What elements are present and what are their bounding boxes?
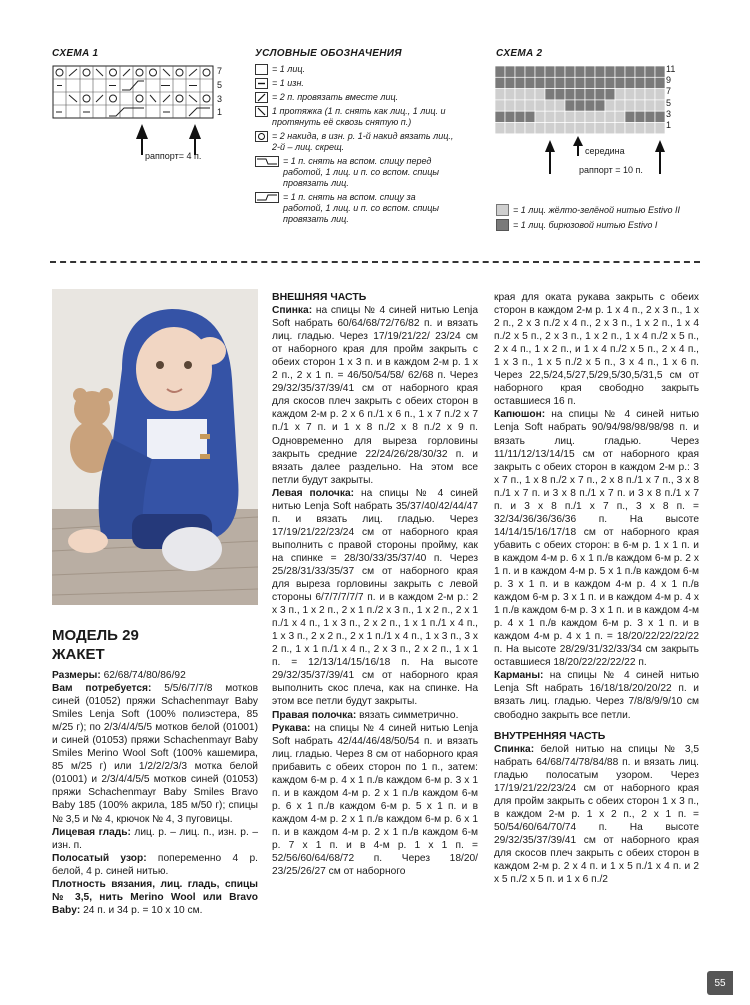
schema2-cell <box>515 100 525 111</box>
legend <box>255 48 455 228</box>
schema2-cell <box>585 89 595 100</box>
schema2-cell <box>645 89 655 100</box>
schema2-cell <box>645 111 655 122</box>
schema2-cell <box>545 111 555 122</box>
schema2-cell <box>555 89 565 100</box>
schema2-cell <box>565 123 575 134</box>
legend-cross-back: = 1 п. снять на вспом. спицу за работой, 1 лиц. и п. со вспом. спицы провязать лиц. <box>255 192 455 225</box>
schema2-cell <box>535 100 545 111</box>
schema2-cell <box>625 66 635 77</box>
schema2-cell <box>605 111 615 122</box>
schema1-row-5: 5 <box>217 80 223 90</box>
schema2-cell <box>565 89 575 100</box>
schema2-cell <box>595 77 605 88</box>
schema2-cell <box>615 111 625 122</box>
schema2-cell <box>495 111 505 122</box>
baby-photo <box>52 289 258 605</box>
schema2-row-9: 9 <box>666 75 672 85</box>
schema2-cell <box>515 89 525 100</box>
schema2-cell <box>505 89 515 100</box>
schema2-cell <box>555 111 565 122</box>
schema2-cell <box>605 100 615 111</box>
knit-symbol-icon <box>255 64 268 75</box>
schema2-row-3: 3 <box>666 109 672 119</box>
schema2-cell <box>585 66 595 77</box>
schema2-cell <box>625 89 635 100</box>
schema2-cell <box>625 77 635 88</box>
middle-arrow-stem <box>577 146 579 156</box>
schema2-cell <box>655 111 665 122</box>
schema2-cell <box>655 123 665 134</box>
schema1-title: СХЕМА 1 <box>52 48 99 59</box>
schema2-cell <box>575 89 585 100</box>
schema2-cell <box>545 66 555 77</box>
schema2-cell <box>515 111 525 122</box>
legend-ssk: 1 протяжка (1 п. снять как лиц., 1 лиц. и протянуть её сквозь снятую п.) <box>255 106 455 128</box>
schema2-cell <box>645 77 655 88</box>
model-title: МОДЕЛЬ 29 ЖАКЕТ <box>52 627 139 663</box>
schema2-cell <box>625 100 635 111</box>
yarn-over-symbol-icon <box>255 131 268 142</box>
schema2-cell <box>535 89 545 100</box>
schema2-cell <box>495 89 505 100</box>
schema2-cell <box>505 100 515 111</box>
schema2-cell <box>495 100 505 111</box>
schema2-cell <box>605 123 615 134</box>
schema2-cell <box>615 100 625 111</box>
schema2-cell <box>535 66 545 77</box>
schema2-cell <box>505 77 515 88</box>
schema2-cell <box>575 111 585 122</box>
cross-front-symbol-icon <box>255 156 279 167</box>
schema2-cell <box>575 123 585 134</box>
schema2-cell <box>555 100 565 111</box>
schema2-cell <box>505 123 515 134</box>
outer-part-continued-column: края для оката рукава закрыть с обеих сторон в каждом 2-м р. 1 х 4 п., 2 х 3 п., 1 х 2 п., 2 х 3 п./2 х 4 п., 2 х 3 п., 1 х 2 п., 1 х 4 п./2 х 5 п., 2 х 3 п., 1 х 2 п., 1 х 4 п./2 х 5 п., 2 х 4 п., 1 х 2 п., и 1 х 4 п./2 х 5 п., 2 х 4 п., 1 х 3 п., 1 х 5 п./2 х 5 п., 3 х 4 п., 1 х 6 п. Через 22,5/24,5/27,5/29,5/30,5/31,5 см от наборного края свободно закрыть оставшиеся 16 п. Капюшон: на спицы № 4 синей нитью Lenja Soft набрать 90/94/98/98/98/98 п. и вязать лиц. гладью. Через 11/11/12/13/14/15 см от наборного края закрыть с обеих сторон в каждом 2-м р.: 3 х 7 п., 1 х 8 п./2 х 7 п., 2 х 8 п./1 х 7 п., 3 х 8 п./1 х 7 п. и 3 х 8 п./1 х 7 п. и 3 х 8 п./1 х 7 п. и 3 х 8 п./1 х 7 п., 3 х 8 п. = 32/34/36/36/36/36 п. На высоте 14/14/15/16/17/18 см от наборного края убавить с обеих сторон: в 6-м р. 1 х 1 п. и в каждом 4-м р. 6 х 1 п./в каждом 6-м р. 2 х 1 п. и в каждом 4-м р. 5 х 1 п./в каждом 6-м р. 3 х 1 п. и в каждом 4-м р. 4 х 1 п./в каждом 6-м р. 3 х 1 п. и в каждом 4-м р. 4 х 1 п./в каждом 6-м р. 3 х 1 п. и в каждом 4-м р. 4 х 1 п./в каждом 6-м р. 3 х 1 п. и в каждом 4-м р. 4 х 1 п. = 18/20/22/22/22/22 п. На высоте 28/29/31/32/33/34 см закрыть оставшиеся 18/20/22/22/22/22 п. Карманы: на спицы № 4 синей нитью Lenja Sft набрать 16/18/18/20/20/22 п. и вязать лиц. гладью. Через 7/8/8/9/9/10 см свободно закрыть все петли. ВНУТРЕННЯЯ ЧАСТЬ Спинка: белой нитью на спицы № 3,5 набрать 64/68/74/78/84/88 п. и вязать лиц. гладью полосатым узором. Через 17/19/21/22/23/24 см от наборного края для пройм закрыть с обеих сторон 1 х 3 п., в каждом 2-м р. 1 х 2 п., 2 х 1 п. = 50/54/60/64/70/74 п. На высоте 29/32/35/37/39/41 см от наборного края для скосов плеч закрыть с обеих сторон в каждом 2-м р. 2 х 4 п. и 1 х 5 п./1 х 4 п. и 2 х 5 п./2 х 5 п. и 1 х 6 п./2 <box>494 292 699 886</box>
schema2-middle: середина <box>585 146 625 156</box>
schema2-cell <box>655 77 665 88</box>
light-swatch-icon <box>496 204 509 216</box>
schema2-cell <box>635 100 645 111</box>
schema2-cell <box>585 111 595 122</box>
schema2-cell <box>525 111 535 122</box>
schema1-row-7: 7 <box>217 66 223 76</box>
schema2-cell <box>495 123 505 134</box>
schema2-cell <box>515 66 525 77</box>
schema2-cell <box>575 100 585 111</box>
schema2-cell <box>545 89 555 100</box>
schema2-cell <box>535 123 545 134</box>
schema2-cell <box>525 89 535 100</box>
legend-k2tog: = 2 п. провязать вместе лиц. <box>255 92 455 103</box>
legend-knit: = 1 лиц. <box>255 64 455 75</box>
schema2-cell <box>565 100 575 111</box>
schema2-cell <box>595 89 605 100</box>
schema2-cell <box>545 100 555 111</box>
schema2-row-11: 11 <box>666 64 676 74</box>
schema2-cell <box>525 77 535 88</box>
schema2-cell <box>645 100 655 111</box>
schema2-cell <box>505 66 515 77</box>
schema2-cell <box>635 111 645 122</box>
schema2-cell <box>635 89 645 100</box>
schema1-row-3: 3 <box>217 94 223 104</box>
schema2-cell <box>655 66 665 77</box>
schema2-cell <box>545 77 555 88</box>
legend-purl: = 1 изн. <box>255 78 455 89</box>
schema2-cell <box>645 66 655 77</box>
schema1-rapport: раппорт= 4 п. <box>145 151 202 161</box>
left-arrow-icon <box>545 140 555 152</box>
dark-swatch-icon <box>496 219 509 231</box>
schema2-cell <box>585 77 595 88</box>
schema2-cell <box>505 111 515 122</box>
schema2-cell <box>545 123 555 134</box>
schema2-cell <box>585 100 595 111</box>
cross-back-symbol-icon <box>255 192 279 203</box>
schema2-cell <box>555 77 565 88</box>
schema2-cell <box>655 100 665 111</box>
schema2-cell <box>595 66 605 77</box>
schema2-cell <box>615 89 625 100</box>
schema2-cell <box>605 89 615 100</box>
purl-symbol-icon <box>255 78 268 89</box>
schema2-cell <box>625 111 635 122</box>
ssk-symbol-icon <box>255 106 268 117</box>
schema2-cell <box>635 123 645 134</box>
schema2-cell <box>565 77 575 88</box>
schema2-cell <box>595 123 605 134</box>
schema2-cell <box>635 66 645 77</box>
schema2-cell <box>525 123 535 134</box>
schema2-cell <box>615 123 625 134</box>
schema2-cell <box>535 111 545 122</box>
schema2-cell <box>495 66 505 77</box>
left-arrow-stem <box>549 152 551 174</box>
schema2-cell <box>565 66 575 77</box>
middle-arrow-icon <box>573 136 583 146</box>
schema2-cell <box>595 111 605 122</box>
schema2-cell <box>495 77 505 88</box>
schema2-cell <box>625 123 635 134</box>
legend-yo: = 2 накида, в изн. р. 1-й накид вязать лиц., 2-й – лиц. скрещ. <box>255 131 455 153</box>
materials-column: Размеры: 62/68/74/80/86/92 Вам потребуется: 5/5/6/7/7/8 мотков синей (01052) пряжи Schachenmayr Baby Smiles Lenja Soft (100% полиэстера, 85 м/25 г); по 2/3/4/4/5/5 мотков белой (01001) и синей (01053) пряжи Schachenmayr Baby Smiles Merino Wool Soft (100% кашемира, 85 м/25 г) или 1/2/2/2/3/3 мотка белой (01001) и 2/3/4/4/5/5 мотков синей (01053) пряжи Schachenmayr Baby Smiles Bravo Baby 185 (100% акрила, 185 м/50 г); спицы № 3,5 и № 4, крючок № 4, 3 пуговицы. Лицевая гладь: лиц. р. – лиц. п., изн. р. – изн. п. Полосатый узор: попеременно 4 р. белой, 4 р. синей нитью. Плотность вязания, лиц. гладь, спицы № 3,5, нить Merino Wool или Bravo Baby: 24 п. и 34 р. = 10 х 10 см. <box>52 670 259 916</box>
schema2-cell <box>615 77 625 88</box>
outer-part-column: ВНЕШНЯЯ ЧАСТЬ Спинка: на спицы № 4 синей нитью Lenja Soft набрать 60/64/68/72/76/82 п. и вязать лиц. гладью. Через 17/19/21/22/ 23/24 см от наборного края для пройм закрыть с обеих сторон 1 х 3 п. и в каждом 2-м р. 1 х 2 п., 2 х 1 п. = 46/50/54/58/ 62/68 п. Через 29/32/35/37/39/41 см от наборного края для скосов плеч закрыть с обеих сторон в каждом 2-м р. 2 х 6 п./1 х 6 п., 1 х 7 п./2 х 7 п./1 х 7 п. и 1 х 8 п./2 х 8 п./2 х 9 п. Одновременно для выреза горловины закрыть средние 22/24/26/28/30/32 п. и вязать далее раздельно. На этом все петли будут закрыты. Левая полочка: на спицы № 4 синей нитью Lenja Soft набрать 35/37/40/42/44/47 п. и вязать лиц. гладью. Через 17/19/21/22/23/24 см от наборного края выполнить с правой стороны пройму, как на спинке = 28/30/33/35/37/40 п. Через 25/28/31/33/35/37 см от наборного края для выреза горловины закрыть с левой стороны 6/7/7/7/7/7 п. и в каждом 2-м р.: 2 х 3 п., 1 х 2 п., 2 х 1 п./2 х 3 п., 1 х 2 п., 2 х 1 п./1 х 4 п., 1 х 3 п., 2 х 2 п., 1 х 1 п./1 х 4 п., 1 х 3 п., 2 х 2 п., 2 х 1 п./1 х 4 п., 1 х 3 п., 3 х 2 п., 1 х 1 п./1 х 4 п., 2 х 3 п., 2 х 2 п., 1 х 1 п. = 12/13/14/15/16/18 п. На высоте 29/32/35/37/39/41 см от наборного края выполнить скос плеча, как на спинке. На этом все петли будут закрыты. Правая полочка: вязать симметрично. Рукава: на спицы № 4 синей нитью Lenja Soft набрать 42/44/46/48/50/54 п. и вязать лиц. гладью. Через 8 см от наборного края прибавить с обеих сторон по 1 п., затем: каждом 6-м р. 4 х 1 п./в каждом 6-м р. 3 х 1 п. и в каждом 4-м р. 2 х 1 п./в каждом 6-м р. 6 х 1 п./в каждом 6-м р. 5 х 1 п. и в каждом 4-м р. 2 х 1 п./в каждом 6-м р. 6 х 1 п. и в каждом 4-м р. 2 х 1 п./в каждом 6-м р. 7 х 1 п. и в 4-м р. 1 х 1 п. = 52/56/60/64/68/72 п. Через 18/20/ 23/25/26/27 см от наборного <box>272 291 479 878</box>
section-divider <box>50 261 700 263</box>
schema2-legend-light: = 1 лиц. жёлто-зелёной нитью Estivo II <box>496 204 680 216</box>
schema2-cell <box>635 77 645 88</box>
schema2-title: СХЕМА 2 <box>496 48 543 59</box>
schema2-rapport: раппорт = 10 п. <box>579 165 643 175</box>
schema2-cell <box>655 89 665 100</box>
right-arrow-icon <box>655 140 665 152</box>
schema2-cell <box>525 100 535 111</box>
schema2-cell <box>645 123 655 134</box>
schema2-cell <box>555 66 565 77</box>
schema2-cell <box>555 123 565 134</box>
schema2-row-1: 1 <box>666 120 672 130</box>
right-arrow-stem <box>659 152 661 174</box>
schema2-cell <box>525 66 535 77</box>
schema2-cell <box>515 123 525 134</box>
schema2-cell <box>575 66 585 77</box>
schema2-cell <box>595 100 605 111</box>
page-number: 55 <box>707 971 733 995</box>
schema2-cell <box>535 77 545 88</box>
schema2-cell <box>575 77 585 88</box>
schema2-cell <box>605 66 615 77</box>
schema2-cell <box>585 123 595 134</box>
k2tog-symbol-icon <box>255 92 268 103</box>
schema2-cell <box>565 111 575 122</box>
schema2-cell <box>605 77 615 88</box>
schema2-row-7: 7 <box>666 86 672 96</box>
legend-cross-front: = 1 п. снять на вспом. спицу перед работой, 1 лиц. и п. со вспом. спицы провязать лиц. <box>255 156 455 189</box>
legend-title: УСЛОВНЫЕ ОБОЗНАЧЕНИЯ <box>255 48 402 59</box>
schema2-cell <box>515 77 525 88</box>
schema1-row-1: 1 <box>217 107 223 117</box>
schema2-legend-dark: = 1 лиц. бирюзовой нитью Estivo I <box>496 219 657 231</box>
schema2-row-5: 5 <box>666 98 672 108</box>
schema2-cell <box>615 66 625 77</box>
